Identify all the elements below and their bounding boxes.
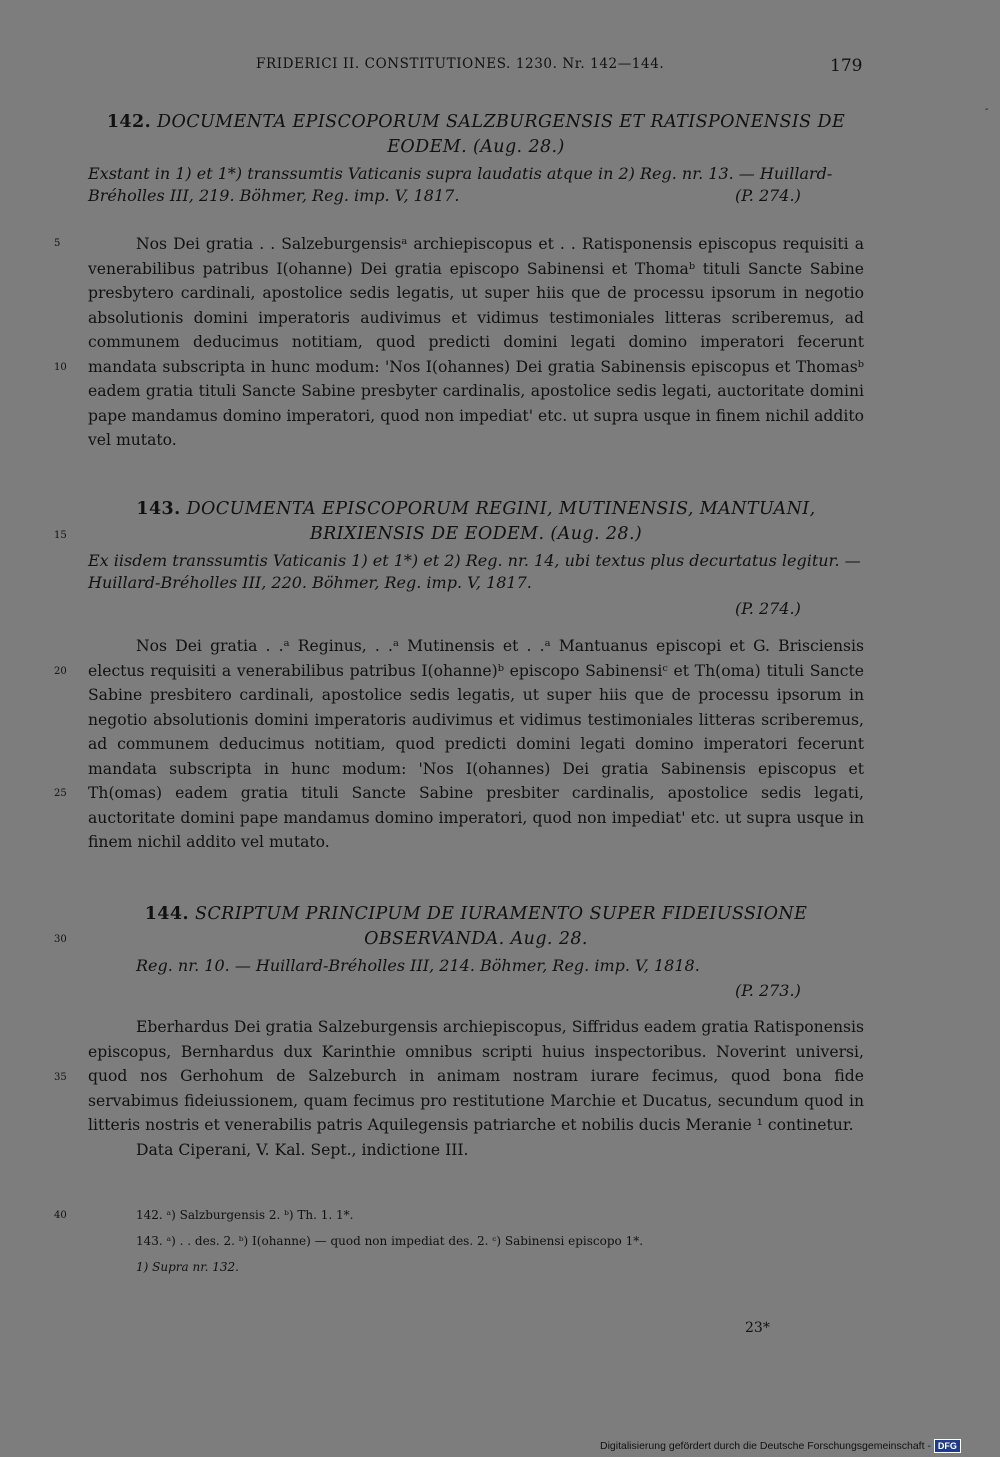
footnote-143: 143. ᵃ) . . des. 2. ᵇ) I(ohanne) — quod non impediat des. 2. ᶜ) Sabinensi episcopo 1*. <box>136 1234 644 1248</box>
dfg-logo: DFG <box>934 1439 961 1453</box>
doc-number: 144. <box>144 904 189 924</box>
line-number: 30 <box>54 934 67 945</box>
line-number: 35 <box>54 1072 67 1083</box>
dating-clause: Data Ciperani, V. Kal. Sept., indictione III. <box>136 1140 469 1159</box>
footer-text: Digitalisierung gefördert durch die Deutsche Forschungsgemeinschaft - <box>600 1440 931 1452</box>
doc-144-body <box>88 1015 864 1162</box>
margin-mark: - <box>985 104 989 115</box>
signature-mark: 23* <box>745 1320 770 1336</box>
doc-143-ref: (P. 274.) <box>735 599 801 618</box>
doc-144-ref: (P. 273.) <box>735 981 801 1000</box>
page-number: 179 <box>830 56 863 76</box>
doc-143-source <box>88 550 864 594</box>
source-note: Ex iisdem transsumtis Vaticanis 1) et 1*) et 2) Reg. nr. 14, ubi textus plus decurtatus legitur. — Huillard-Bréholles III, 220. Böhmer, Reg. imp. V, 1817. <box>88 551 861 592</box>
doc-144-heading <box>88 902 864 952</box>
footnote-142: 142. ᵃ) Salzburgensis 2. ᵇ) Th. 1. 1*. <box>136 1208 354 1222</box>
source-note: Exstant in 1) et 1*) transsumtis Vaticanis supra laudatis atque in 2) Reg. nr. 13. — Huillard-Bréholles III, 219. Böhmer, Reg. imp. V, 1817. <box>88 164 833 205</box>
doc-title: SCRIPTUM PRINCIPUM DE IURAMENTO SUPER FIDEIUSSIONE OBSERVANDA. Aug. 28. <box>194 904 808 949</box>
doc-143-heading <box>88 497 864 547</box>
line-number: 40 <box>54 1210 67 1221</box>
body-paragraph: Eberhardus Dei gratia Salzeburgensis archiepiscopus, Siffridus eadem gratia Ratisponensis episcopus, Bernhardus dux Karinthie omnibus scripti huius inspectoribus. Noverint universi, quod nos Gerhohum de Salzeburch in animam nostram iurare fecimus, quod bona fide servabimus fideiussionem, quam fecimus pro restitutione Marchie et Ducatus, secundum quod in litteris nostris et venerabilis patris Aquilegensis patriarche et nobilis ducis Meranie ¹ continetur. <box>88 1018 864 1134</box>
line-number: 5 <box>54 238 61 249</box>
footnote-1: 1) Supra nr. 132. <box>136 1260 239 1274</box>
footnotes <box>136 1202 866 1280</box>
line-number: 20 <box>54 666 67 677</box>
doc-number: 143. <box>136 499 181 519</box>
line-number: 15 <box>54 530 67 541</box>
running-title: FRIDERICI II. CONSTITUTIONES. 1230. Nr. 142—144. <box>256 56 665 72</box>
doc-144-source <box>136 955 836 977</box>
doc-143-body <box>88 634 864 855</box>
doc-number: 142. <box>106 112 152 132</box>
body-paragraph: Nos Dei gratia . . Salzeburgensisᵃ archiepiscopus et . . Ratisponensis episcopus requisiti a venerabilibus patribus I(ohanne) Dei gratia episcopo Sabinensi et Thomaᵇ tituli Sancte Sabine presbytero cardinali, apostolice sedis legatis, ut super hiis que de processu ipsorum in negotio absolutionis domini imperatoris audivimus et vidimus testimoniales litteras scriberemus, ad communem deducimus notitiam, quod predicti domini legati domino imperatori fecerunt mandata subscripta in hunc modum: 'Nos I(ohannes) Dei gratia Sabinensis episcopus et Thomasᵇ eadem gratia tituli Sancte Sabine presbyter cardinalis, apostolice sedis legati, auctoritate domini pape mandamus domino imperatori, quod non impediat' etc. ut supra usque in finem nichil addito vel mutato. <box>88 235 864 449</box>
digitization-footer <box>600 1438 961 1454</box>
body-paragraph: Nos Dei gratia . .ᵃ Reginus, . .ᵃ Mutinensis et . .ᵃ Mantuanus episcopi et G. Brisciensis electus requisiti a venerabilibus patribus I(ohanne)ᵇ episcopo Sabinensiᶜ et Th(oma) tituli Sancte Sabine presbitero cardinali, apostolice sedis legatis, ut super hiis que de processu ipsorum in negotio absolutionis domini imperatoris audivimus et vidimus testimoniales litteras scriberemus, ad communem deducimus notitiam, quod predicti domini legati domino imperatori fecerunt mandata subscripta in hunc modum: 'Nos I(ohannes) Dei gratia Sabinensis episcopus et Th(omas) eadem gratia tituli Sancte Sabine presbiter cardinalis, apostolice sedis legati, auctoritate domini pape mandamus domino imperatori, quod non impediat' etc. ut supra usque in finem nichil addito vel mutato. <box>88 637 864 851</box>
source-note: Reg. nr. 10. — Huillard-Bréholles III, 214. Böhmer, Reg. imp. V, 1818. <box>136 956 700 975</box>
line-number: 10 <box>54 362 67 373</box>
doc-title: DOCUMENTA EPISCOPORUM REGINI, MUTINENSIS, MANTUANI, BRIXIENSIS DE EODEM. (Aug. 28.) <box>186 499 816 544</box>
doc-142-heading <box>88 110 864 160</box>
doc-142-body <box>88 232 864 453</box>
line-number: 25 <box>54 788 67 799</box>
doc-title: DOCUMENTA EPISCOPORUM SALZBURGENSIS ET RATISPONENSIS DE EODEM. (Aug. 28.) <box>157 112 846 157</box>
doc-142-ref: (P. 274.) <box>735 186 801 205</box>
